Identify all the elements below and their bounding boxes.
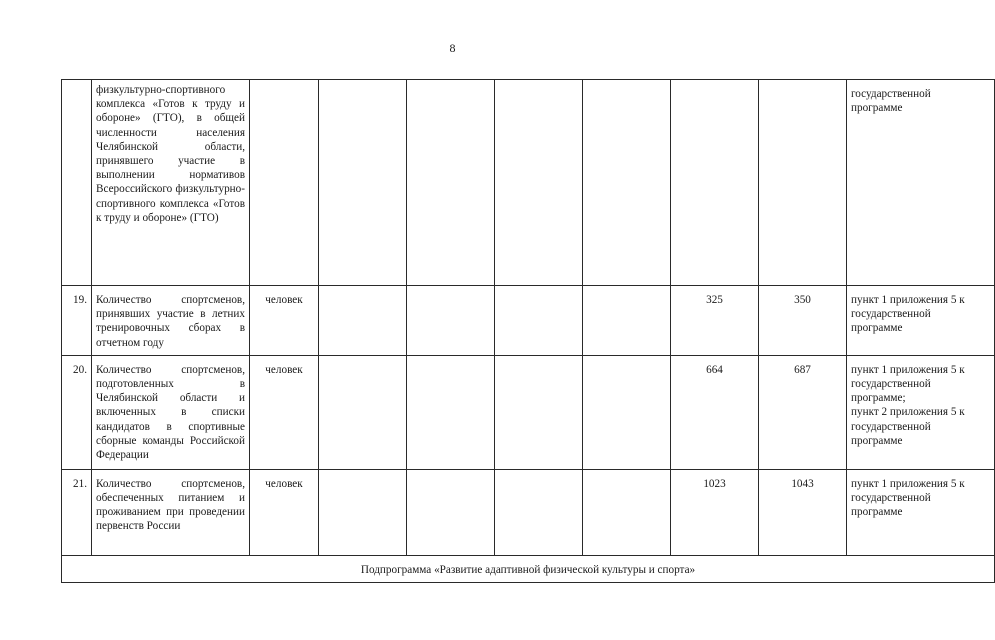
unit-cell bbox=[250, 80, 319, 286]
source-line: государственной bbox=[851, 88, 931, 100]
value-cell bbox=[319, 355, 407, 469]
value-cell: 664 bbox=[671, 355, 759, 469]
source-line: программе bbox=[851, 322, 903, 335]
value-cell bbox=[407, 80, 495, 286]
indicator-name: Количество спортсменов, подготовленных в Челябинской области и включенных в списки кандидатов в спортивные сборные команды Российской Федерации bbox=[92, 355, 250, 469]
row-number: 21. bbox=[62, 469, 92, 555]
value-cell bbox=[495, 80, 583, 286]
value-cell bbox=[407, 286, 495, 356]
page-number: 8 bbox=[449, 41, 456, 55]
source-cell bbox=[847, 469, 995, 555]
value-cell bbox=[407, 469, 495, 555]
table-row bbox=[62, 286, 995, 356]
source-line: пункт 1 приложения 5 к bbox=[851, 477, 965, 490]
source-line: программе; bbox=[851, 392, 906, 405]
source-line: пункт 1 приложения 5 к bbox=[851, 363, 965, 376]
indicators-table bbox=[61, 79, 995, 583]
value-cell bbox=[583, 469, 671, 555]
unit-cell: человек bbox=[250, 286, 319, 356]
source-line: пункт 2 приложения 5 к bbox=[851, 406, 965, 419]
value-cell bbox=[583, 80, 671, 286]
source-line: государственной bbox=[851, 378, 931, 391]
source-line: государственной bbox=[851, 308, 931, 321]
indicator-name: физкультурно-спортивного комплекса «Готов к труду и обороне» (ГТО), в общей численности населения Челябинской области, принявшего участие в выполнении нормативов Всероссийского физкультурно-спортивного комплекса «Готов к труду и обороне» (ГТО) bbox=[92, 80, 250, 286]
value-cell: 350 bbox=[759, 286, 847, 356]
source-line: программе bbox=[851, 434, 903, 447]
source-line: государственной bbox=[851, 420, 931, 433]
value-cell bbox=[495, 286, 583, 356]
value-cell bbox=[583, 286, 671, 356]
unit-cell: человек bbox=[250, 355, 319, 469]
value-cell bbox=[319, 80, 407, 286]
value-cell bbox=[495, 355, 583, 469]
value-cell: 1043 bbox=[759, 469, 847, 555]
value-cell bbox=[759, 80, 847, 286]
indicator-name: Количество спортсменов, принявших участие в летних тренировочных сборах в отчетном году bbox=[92, 286, 250, 356]
table-row bbox=[62, 469, 995, 555]
value-cell: 325 bbox=[671, 286, 759, 356]
source-cell bbox=[847, 286, 995, 356]
unit-cell: человек bbox=[250, 469, 319, 555]
row-number: 19. bbox=[62, 286, 92, 356]
source-line: программе bbox=[851, 102, 903, 115]
value-cell bbox=[407, 355, 495, 469]
value-cell: 687 bbox=[759, 355, 847, 469]
table-row bbox=[62, 80, 995, 286]
value-cell bbox=[583, 355, 671, 469]
source-line: государственной bbox=[851, 492, 931, 505]
row-number: 20. bbox=[62, 355, 92, 469]
section-row bbox=[62, 555, 995, 582]
value-cell: 1023 bbox=[671, 469, 759, 555]
indicator-name: Количество спортсменов, обеспеченных питанием и проживанием при проведении первенств России bbox=[92, 469, 250, 555]
source-line: программе bbox=[851, 506, 903, 519]
source-line: пункт 1 приложения 5 к bbox=[851, 294, 965, 306]
value-cell bbox=[319, 286, 407, 356]
value-cell bbox=[671, 80, 759, 286]
subprogram-heading: Подпрограмма «Развитие адаптивной физической культуры и спорта» bbox=[62, 555, 995, 582]
table-row bbox=[62, 355, 995, 469]
source-cell bbox=[847, 355, 995, 469]
value-cell bbox=[319, 469, 407, 555]
row-number bbox=[62, 80, 92, 286]
source-cell bbox=[847, 80, 995, 286]
value-cell bbox=[495, 469, 583, 555]
